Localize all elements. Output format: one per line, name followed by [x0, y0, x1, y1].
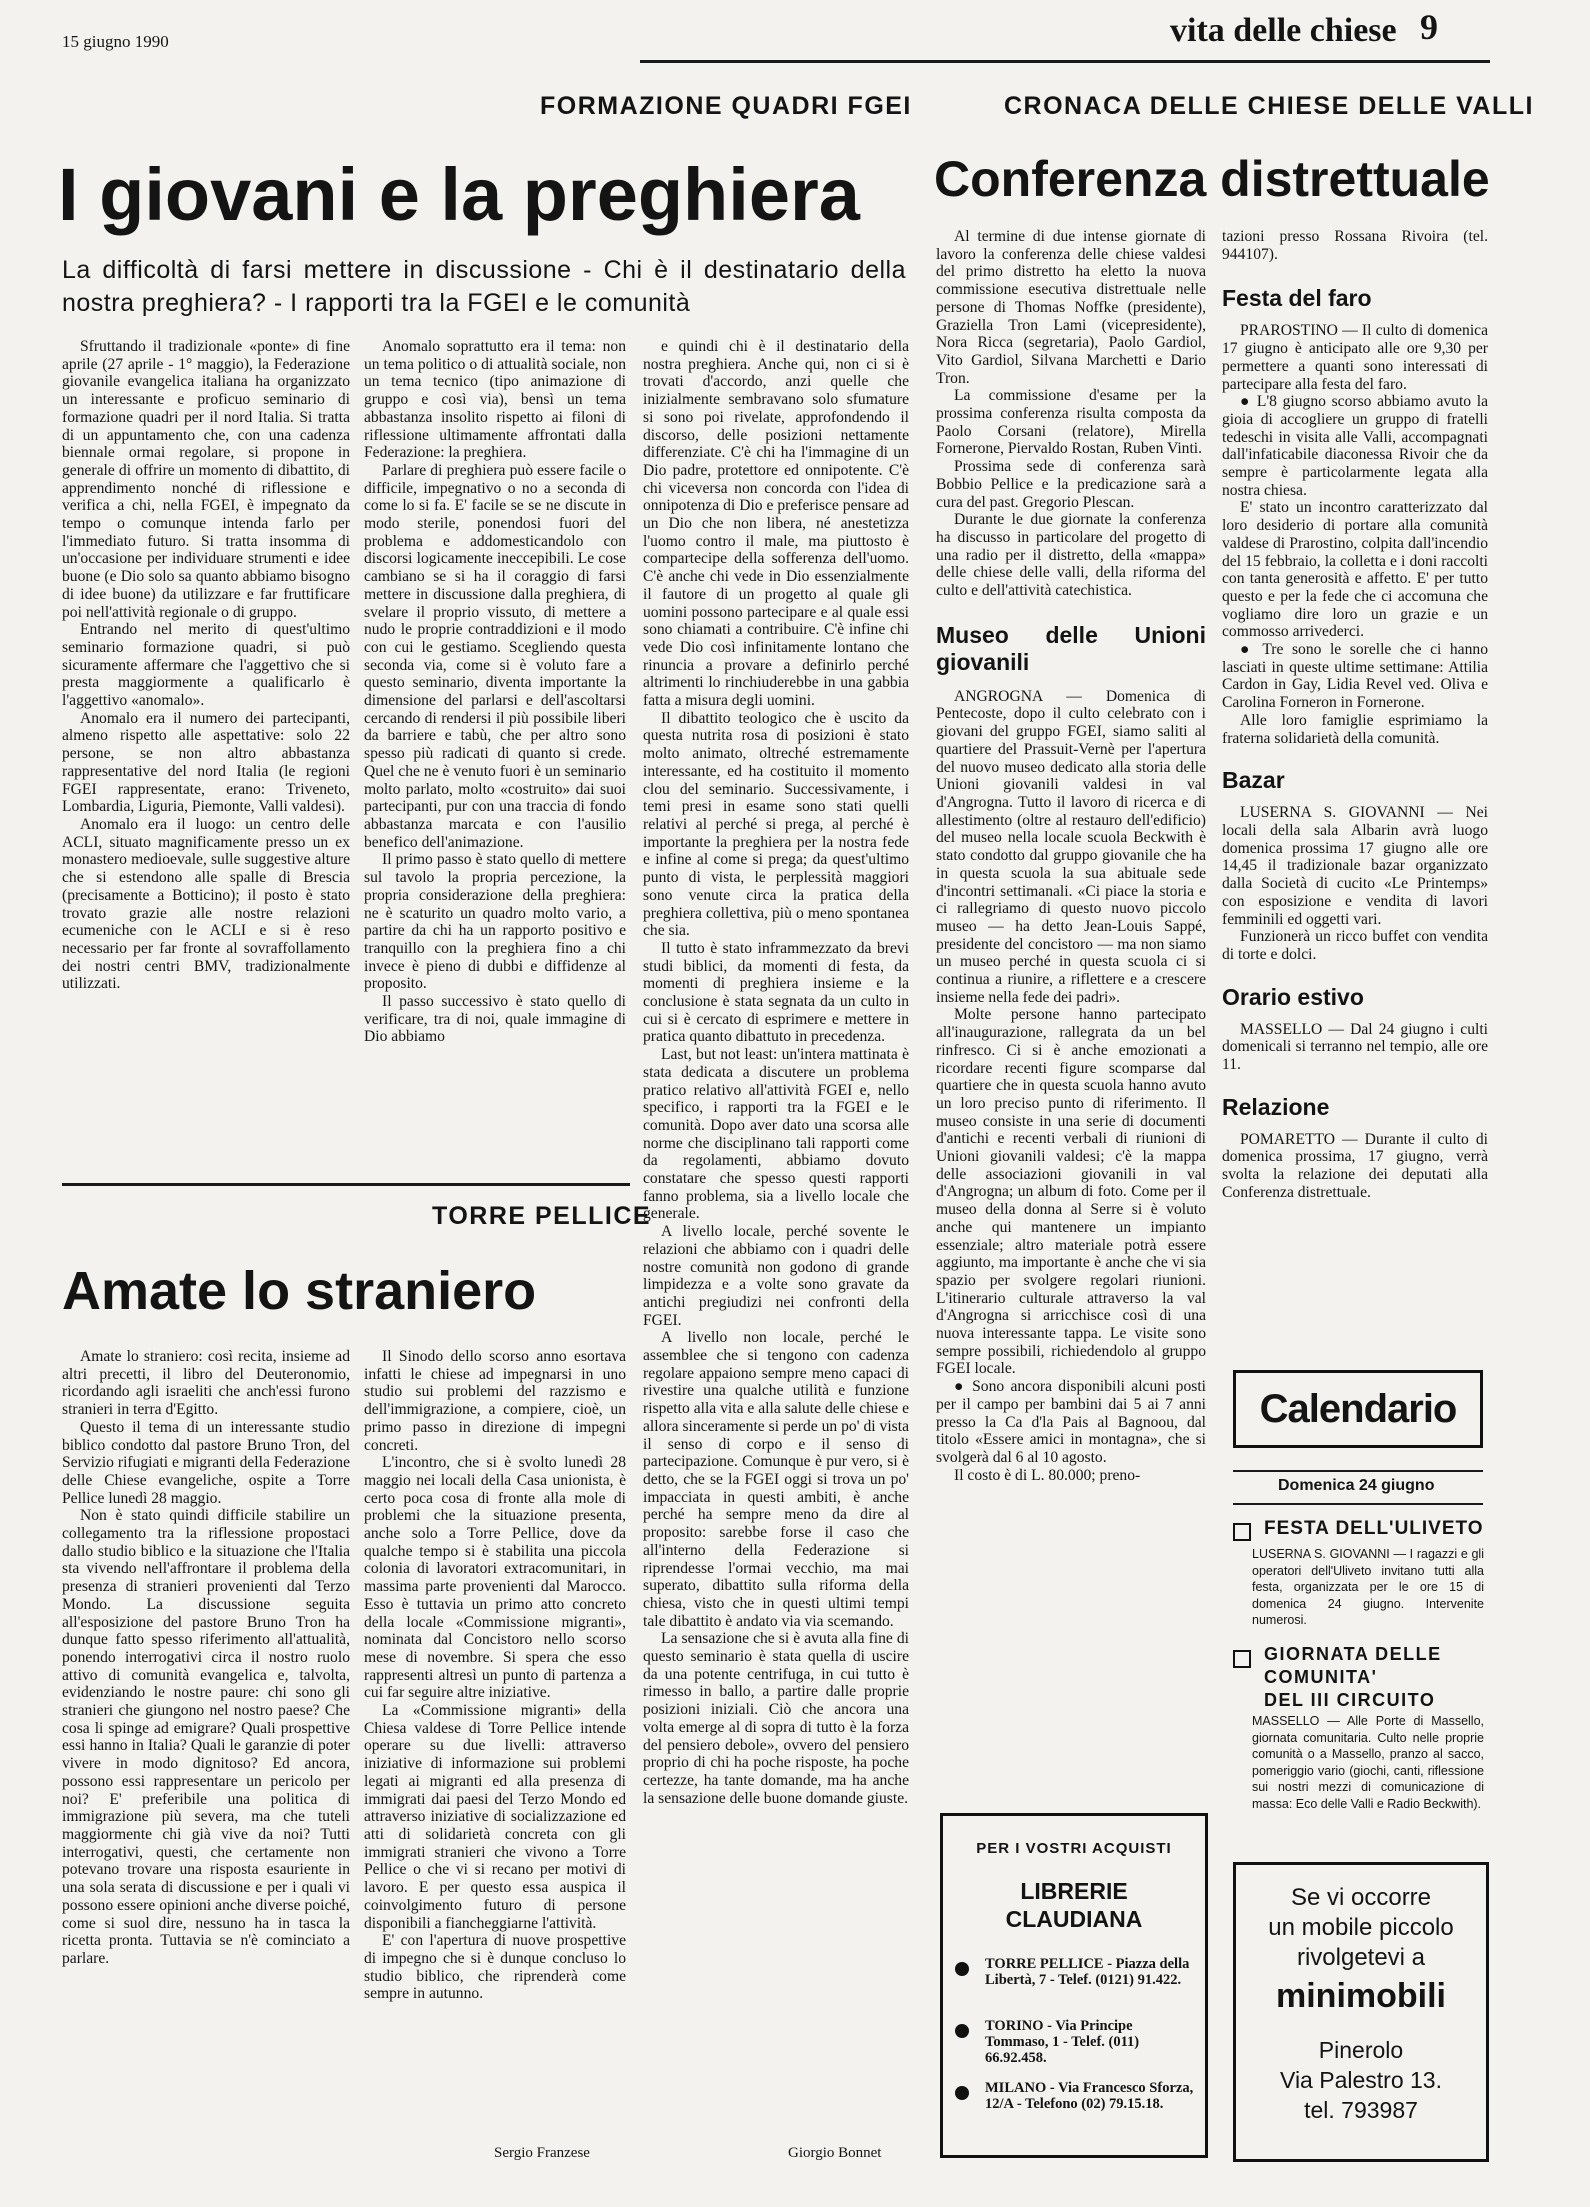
faro-title: Festa del faro: [1222, 285, 1372, 312]
paragraph: Questo il tema di un interessante studio biblico condotto dal pastore Bruno Tron, del Servizio rifugiati e migranti della Federazione delle Chiese evangeliche, ospite a Torre Pellice lunedì 28 maggio.: [62, 1418, 350, 1507]
paragraph: tazioni presso Rossana Rivoira (tel. 944107).: [1222, 228, 1488, 263]
right-col-b: [1222, 228, 1488, 1368]
event2-title-line: COMUNITA': [1264, 1667, 1378, 1687]
checkbox-icon: [1233, 1523, 1251, 1541]
paragraph: Il Sinodo dello scorso anno esortava infatti le chiese ad impegnarsi in uno studio sui problemi del razzismo e dell'immigrazione, a compiere, cioè, un primo passo in direzione di impegni concreti.: [364, 1348, 626, 1454]
paragraph: La «Commissione migranti» della Chiesa valdese di Torre Pellice intende operare su due livelli: attraverso iniziative di informazione sui problemi legati ai migranti ed alla presenza di immigrati dai paesi del Terzo Mondo ed attraverso iniziative di socializzazione ed atti di solidarietà concreta con gli immigrati stranieri che vivono a Torre Pellice o che vi si recano per motivi di lavoro. E per questo essa auspica il coinvolgimento futuro di persone disponibili a fiancheggiarne l'attività.: [364, 1702, 626, 1932]
left-col-1: [62, 338, 350, 1170]
second-col-1: [62, 1348, 350, 2138]
second-kicker: TORRE PELLICE: [432, 1202, 652, 1230]
paragraph: La commissione d'esame per la prossima conferenza risulta composta da Paolo Corsani (relatore), Mirella Fornerone, Piervaldo Rostan, Ruben Vinti.: [936, 387, 1206, 458]
paragraph: Anomalo era il luogo: un centro delle ACLI, situato magnificamente presso un ex monastero medioevale, sulle suggestive alture che si estendono alle spalle di Brescia (precisamente a Botticino); il posto è stato trovato grazie alle nostre relazioni ecumeniche con le ACLI e si è reso necessario per far fronte al sovraffollamento dei nostri centri BMV, tradizionalmente utilizzati.: [62, 815, 350, 993]
right-col-a: [936, 228, 1206, 1758]
ad-top: PER I VOSTRI ACQUISTI: [976, 1840, 1172, 1857]
calendar-title: Calendario: [1259, 1386, 1457, 1431]
calendar-box: [1233, 1370, 1483, 1448]
event1-text: LUSERNA S. GIOVANNI — I ragazzi e gli operatori dell'Uliveto invitano tutti alla festa, organizzata per le ore 15 di domenica 24 giugno. Intervenite numerosi.: [1252, 1547, 1484, 1627]
ad-name-1: LIBRERIE: [1020, 1878, 1128, 1904]
paragraph: Il passo successivo è stato quello di verificare, tra di noi, quale immagine di Dio abbiamo: [364, 993, 626, 1046]
paragraph: Durante le due giornate la conferenza ha discusso in particolare del progetto di una radio per il distretto, della «mappa» delle chiese delle valli, della riforma del culto e dell'attività catechistica.: [936, 511, 1206, 600]
paragraph: A livello locale, perché sovente le relazioni che abbiamo con i quadri delle nostre comunità non godono di grande limpidezza e a volte sono gravate da antichi pregiudizi nei confronti della FGEI.: [643, 1223, 909, 1329]
minimobili-ad: [1233, 1862, 1489, 2162]
ad-location-3: MILANO - Via Francesco Sforza, 12/A - Telefono (02) 79.15.18.: [985, 2080, 1194, 2112]
page-number: 9: [1420, 7, 1438, 47]
paragraph: Il costo è di L. 80.000; preno-: [954, 1466, 1141, 1484]
event2-title-line: DEL III CIRCUITO: [1264, 1690, 1436, 1710]
calendar-rule: [1233, 1470, 1483, 1472]
paragraph: Alle loro famiglie esprimiamo la fraterna solidarietà della comunità.: [1222, 711, 1488, 747]
paragraph: E' con l'apertura di nuove prospettive di impegno che si è dunque concluso lo studio biblico, che riprenderà come sempre in autunno.: [364, 1932, 626, 2003]
paragraph: Prossima sede di conferenza sarà Bobbio Pellice e la predicazione sarà a cura del past. Gregorio Plescan.: [936, 458, 1206, 511]
ad-brand: minimobili: [1276, 1977, 1446, 2015]
paragraph: Non è stato quindi difficile stabilire un collegamento tra la riflessione propostaci dallo studio biblico e la situazione che l'Italia sta vivendo nell'affrontare il problema della presenza di stranieri provenienti dal Terzo Mondo. La discussione seguita all'esposizione del pastore Bruno Tron ha dunque fatto spesso riferimento all'attualità, ponendo interrogativi circa il nostro ruolo attivo di comunità evangelica e, talvolta, evidenziando le nostre paure: chi sono gli stranieri che giungono nel nostro paese? Che cosa li spinge ad emigrare? Quali prospettive essi hanno in Italia? Quali le garanzie di poter vivere in modo dignitoso? Ed ancora, possono essi rappresentare un pericolo per noi? E' preferibile una politica di immigrazione più severa, ma che tuteli maggiormente chi già vive da noi? Tutti interrogativi, questi, che certamente non potevano trovare una risposta esauriente in una sola serata di discussione e per i quali vi possono essere opinioni anche diverse poiché, come si suol dire, nessuno ha in tasca la ricetta pronta. Tuttavia se n'è cominciato a parlare.: [62, 1507, 350, 1967]
paragraph: PRAROSTINO — Il culto di domenica 17 giugno è anticipato alle ore 9,30 per permettere a quanti sono interessati di partecipare alla festa del faro.: [1222, 322, 1488, 393]
paragraph: Anomalo era il numero dei partecipanti, almeno rispetto alle aspettative: solo 22 persone, se non altro abbastanza rappresentative del nord Italia (le regioni FGEI rappresentate, erano: Triveneto, Lombardia, Liguria, Piemonte, Valli valdesi).: [62, 709, 350, 816]
second-col-2: [364, 1348, 626, 2128]
paragraph: ANGROGNA — Domenica di Pentecoste, dopo il culto celebrato con i giovani del gruppo FGEI, siamo saliti al quartiere del Prassuit-Vernè per l'apertura del nuovo museo dedicato alla storia delle Unioni giovanili valdesi in val d'Angrogna. Tutto il lavoro di ricerca e di allestimento (oltre al restauro dell'edificio) del museo nella locale scuola Beckwith è stato condotto dal gruppo giovanile che ha in questa scuola la sua abituale sede d'incontri settimanali. «Ci piace la storia e ci rallegriamo di questo nuovo piccolo museo — ha detto Jean-Louis Sappé, presidente del concistoro — ma non siamo un museo perché in questa scuola ci si continua a riunire, a riflettere e a crescere insieme nella fede dei padri».: [936, 687, 1206, 1006]
ad-address: Via Palestro 13.: [1280, 2067, 1442, 2093]
paragraph: A livello non locale, perché le assemblee che si tengono con cadenza regolare appaiono sempre meno capaci di rivestire una qualche utilità e funzione rispetto alla vita e alla salute delle chiese e allora sinceramente si perde un po' di vista il senso di corpo e il senso di partecipazione. Comunque è pur vero, si è detto, che se la FGEI oggi si trova un po' impacciata in questi ambiti, è anche perché ha sempre meno da dire al proposito: sarebbe forse il caso che all'interno della Federazione si riprendesse l'ormai vecchio, ma mai superato, dibattito sulla riforma della chiesa, visto che in questi ultimi tempi tale dibattito è andato via via scemando.: [643, 1329, 909, 1630]
paragraph: Sfruttando il tradizionale «ponte» di fine aprile (27 aprile - 1° maggio), la Federazione giovanile evangelica italiana ha organizzato un interessante e proficuo seminario di formazione quadri per il nord Italia. Si tratta di un appuntamento che, con una cadenza biennale ormai regolare, si propone in generale di offrire un momento di dibattito, di apprendimento nonché di riflessione e verifica a chi, nella FGEI, è impegnato da tempo o comunque intenda farlo per l'immediato futuro. Si tratta insomma di un'occasione per individuare strumenti e idee buone (e Dio solo sa quanto abbiamo bisogno di idee buone) da utilizzare e far fruttificare poi nell'attività regionale o di gruppo.: [62, 338, 350, 621]
relazione-title: Relazione: [1222, 1093, 1330, 1120]
right-kicker: CRONACA DELLE CHIESE DELLE VALLI: [1004, 92, 1534, 120]
bullet-icon: [955, 2024, 969, 2038]
left-col-2: [364, 338, 626, 1168]
ad-line-2: un mobile piccolo: [1268, 1914, 1454, 1941]
paragraph: Il dibattito teologico che è uscito da questa nutrita rosa di posizioni è stato molto animato, oltreché estremamente interessante, ed ha costituito il momento clou del seminario. Successivamente, i temi presi in esame sono stati quelli relativi al perché si prega, al perché è importante la preghiera per la nostra fede e infine al come si prega; da quest'ultimo punto di vista, le perplessità maggiori sono venute circa la pratica della preghiera collettiva, più o meno spontanea che sia.: [643, 709, 909, 940]
paragraph: Parlare di preghiera può essere facile o difficile, impegnativo o no a seconda di come lo si fa. E' facile se se ne discute in modo sterile, ponendosi fuori del problema e addomesticandolo con discorsi logicamente ineccepibili. Le cose cambiano se si ha il coraggio di farsi mettere in discussione dalla preghiera, di svelare il proprio vissuto, di mettere a nudo le proprie contraddizioni e il modo con cui le gestiamo. Scegliendo questa seconda via, come si è voluto fare a questo seminario, diventa importante la dimensione del parlarsi e dell'ascoltarsi cercando di rendersi il più possibile liberi da barriere e tabù, che per altro sono spesso più radicati di quanto si crede. Quel che ne è venuto fuori è un seminario molto parlato, molto «costruito» dai suoi partecipanti, pur con una traccia di fondo abbastanza marcata e con l'ausilio benefico dell'animazione.: [364, 461, 626, 851]
ad-line-1: Se vi occorre: [1290, 1884, 1432, 1911]
section-title: vita delle chiese: [1170, 12, 1397, 49]
ad-tel: tel. 793987: [1304, 2097, 1418, 2123]
calendar-date: Domenica 24 giugno: [1278, 1477, 1435, 1494]
event1-body: [1252, 1546, 1484, 1636]
event2-body: [1252, 1713, 1484, 1833]
left-kicker: FORMAZIONE QUADRI FGEI: [540, 92, 912, 120]
event2-title: [1264, 1643, 1442, 1712]
left-signature: Giorgio Bonnet: [788, 2145, 882, 2161]
right-headline: Conferenza distrettuale: [934, 151, 1490, 207]
paragraph: Amate lo straniero: così recita, insieme ad altri precetti, il libro del Deuteronomio, ricordando agli israeliti che anch'essi furono stranieri in terra d'Egitto.: [62, 1348, 350, 1419]
paragraph: Funzionerà un ricco buffet con vendita di torte e dolci.: [1222, 928, 1488, 963]
paragraph: ● L'8 giugno scorso abbiamo avuto la gioia di accogliere un gruppo di fratelli tedeschi in visita alle Valli, accompagnati dall'infaticabile diaconessa Rivoir che da sempre è particolarmente legata alla nostra chiesa.: [1222, 393, 1488, 499]
ad-location-1: TORRE PELLICE - Piazza della Libertà, 7 - Telef. (0121) 91.422.: [985, 1956, 1190, 1988]
paragraph: ● Tre sono le sorelle che ci hanno lasciati in queste ultime settimane: Attilia Cardon in Gay, Lidia Revel ved. Oliva e Carolina Forneron in Fornerone.: [1222, 641, 1488, 712]
section-rule: [62, 1183, 630, 1186]
paragraph: Last, but not least: un'intera mattinata è stata dedicata a discutere un problema pratico relativo all'attività FGEI e, nello specifico, i rapporti tra la FGEI e le comunità. Dopo aver dato una scorsa alle norme che disciplinano tali rapporti come da regolamenti, abbiamo dovuto constatare che spesso questi rapporti fanno problema, sia a livello locale che generale.: [643, 1046, 909, 1223]
museo-title: Museo delle Unioni giovanili: [936, 621, 1206, 675]
header-rule: [640, 60, 1490, 63]
event2-text: MASSELLO — Alle Porte di Massello, giornata comunitaria. Culto nelle proprie comunità o a Massello, pranzo al sacco, pomeriggio vario (giochi, canti, riflessione sui nostri mezzi di comunicazione di massa: Eco delle Valli e Radio Beckwith).: [1252, 1714, 1484, 1811]
paragraph: MASSELLO — Dal 24 giugno i culti domenicali si terranno nel tempio, alle ore 11.: [1222, 1020, 1488, 1074]
paragraph: La sensazione che si è avuta alla fine di questo seminario è stata quella di uscire da una potente centrifuga, in cui tutto è rimesso in ballo, a partire dalle proprie posizioni iniziali. Ciò che ancora una volta emerge al di sopra di tutto è la forza del pensiero debole», ovvero del pensiero proprio di chi ha poche risposte, ha poche certezze, ha tante domande, ma ha anche la sensazione delle buone domande giuste.: [643, 1630, 909, 1807]
paragraph: ● Sono ancora disponibili alcuni posti per il campo per bambini dai 5 ai 7 anni presso la Ca d'la Pais al Bagnoou, dal titolo «Essere amici in montagna», che si svolgerà dal 6 al 10 agosto.: [936, 1378, 1206, 1466]
issue-date: 15 giugno 1990: [62, 32, 169, 51]
paragraph: E' stato un incontro caratterizzato dal loro desiderio di portare alla comunità valdese di Prarostino, colpita dall'incendio del 15 febbraio, la colletta e i doni raccolti con tanta generosità e affetto. E' per tutto questo e per la fede che ci accomuna che vogliamo dire loro un grazie e un commosso arrivederci.: [1222, 499, 1488, 641]
ad-location-2: TORINO - Via Principe Tommaso, 1 - Telef. (011) 66.92.458.: [985, 2018, 1140, 2066]
paragraph: Anomalo soprattutto era il tema: non un tema politico o di attualità sociale, non un tema tecnico (tipo animazione di gruppo e così via), bensì un tema abbastanza insolito rispetto ai filoni di riflessione ultimamente affrontati dalla Federazione: la preghiera.: [364, 338, 626, 462]
paragraph: Molte persone hanno partecipato all'inaugurazione, rallegrata da un bel rinfresco. Ci si è anche emozionati a ricordare recenti figure scomparse dal quartiere che in questa scuola hanno avuto un loro preciso punto di riferimento. Il museo consiste in una serie di documenti d'antichi e recenti verbali di riunioni di Unioni giovanili valdesi; c'è la mappa delle associazioni giovanili in val d'Angrogna; un album di foto. Come per il museo della donna al Serre si è voluto anche qui mantenere un impianto essenziale; altro materiale potrà essere aggiunto, ma importante è anche che vi sia spazio per svolgere regolari riunioni. L'itinerario culturale attraverso la val d'Angrogna si arricchisce così di una nuova interessante tappa. Le visite sono sempre possibili, richiedendolo al gruppo FGEI locale.: [936, 1006, 1206, 1378]
left-headline: I giovani e la preghiera: [58, 153, 860, 236]
paragraph: Il primo passo è stato quello di mettere sul tavolo la propria percezione, la propria considerazione della preghiera: ne è scaturito un quadro molto vario, a partire da chi ha un rapporto positivo e tranquillo con la preghiera fino a chi invece è pieno di dubbi e diffidenze al proposito.: [364, 851, 626, 993]
paragraph: e quindi chi è il destinatario della nostra preghiera. Anche qui, non ci si è trovati d'accordo, anzi quelle che inizialmente sembravano solo sfumature si sono poi rivelate, approfondendo il discorso, delle posizioni nettamente differenziate. C'è chi ha l'immagine di un Dio padre, protettore ed onnipotente. C'è chi viceversa non concorda con l'idea di onnipotenza di Dio e preferisce pensare ad un Dio che non libera, né anestetizza l'uomo contro il male, ma piuttosto è compartecipe della sofferenza dell'uomo. C'è anche chi vede in Dio essenzialmente il fautore di un progetto al quale gli uomini possono partecipare e al quale essi sono chiamati a contribuire. C'è infine chi vede Dio così infinitamente lontano che rinuncia a provare a definirlo perché altrimenti lo rinchiuderebbe in una gabbia fatta a misura degli uomini.: [643, 338, 909, 710]
paragraph: L'incontro, che si è svolto lunedì 28 maggio nei locali della Casa unionista, è certo poca cosa di fronte alla mole di problemi che la situazione presenta, anche solo a Torre Pellice, dove da qualche tempo si è stabilita una piccola colonia di lavoratori extracomunitari, in massima parte provenienti dal Marocco. Esso è tuttavia un primo atto concreto della locale «Commissione migranti», nominata dal Concistoro nello scorso mese di novembre. Si spera che esso rappresenti altresì un punto di partenza a cui far seguire altre iniziative.: [364, 1454, 626, 1702]
event1-title: FESTA DELL'ULIVETO: [1264, 1518, 1484, 1539]
paragraph: Il tutto è stato inframmezzato da brevi studi biblici, da momenti di festa, da momenti di preghiera insieme e la conclusione è stata segnata da un culto in cui si è cercato di esprimere e mettere in pratica quanto dibattuto in precedenza.: [643, 939, 909, 1046]
second-headline: Amate lo straniero: [62, 1261, 537, 1321]
checkbox-icon: [1233, 1650, 1251, 1668]
left-deck: La difficoltà di farsi mettere in discussione - Chi è il destinatario della nostra preghiera? - I rapporti tra la FGEI e le comunità: [62, 256, 906, 317]
second-signature: Sergio Franzese: [494, 2145, 590, 2161]
bullet-icon: [955, 1962, 969, 1976]
paragraph: Entrando nel merito di quest'ultimo seminario formazione quadri, si può sicuramente affermare che l'aggettivo che si presta maggiormente a qualificarlo è l'aggettivo «anomalo».: [62, 621, 350, 710]
ad-line-3: rivolgetevi a: [1296, 1944, 1426, 1971]
orario-title: Orario estivo: [1222, 983, 1364, 1010]
paragraph: POMARETTO — Durante il culto di domenica prossima, 17 giugno, verrà svolta la relazione dei deputati alla Conferenza distrettuale.: [1222, 1130, 1488, 1201]
ad-city: Pinerolo: [1318, 2037, 1404, 2063]
paragraph: Al termine di due intense giornate di lavoro la conferenza delle chiese valdesi del primo distretto ha eletto la nuova commissione esecutiva distrettuale nelle persone di Thomas Noffke (presidente), Graziella Tron Lami (vicepresidente), Nora Ricca (segretaria), Paolo Gardiol, Vito Gardiol, Silvana Marchetti e Dario Tron.: [936, 228, 1206, 387]
paragraph: LUSERNA S. GIOVANNI — Nei locali della sala Albarin avrà luogo domenica prossima 17 giugno alle ore 14,45 il tradizionale bazar organizzato dalla Società di cucito «Le Printemps» con esposizione e vendita di lavori femminili ed oggetti vari.: [1222, 804, 1488, 928]
bazar-title: Bazar: [1222, 767, 1285, 794]
bullet-icon: [955, 2086, 969, 2100]
claudiana-ad: [940, 1813, 1208, 2158]
left-col-3: [643, 338, 909, 2138]
calendar-rule: [1233, 1503, 1483, 1505]
ad-name-2: CLAUDIANA: [1005, 1906, 1143, 1932]
event2-title-line: GIORNATA DELLE: [1264, 1644, 1442, 1664]
